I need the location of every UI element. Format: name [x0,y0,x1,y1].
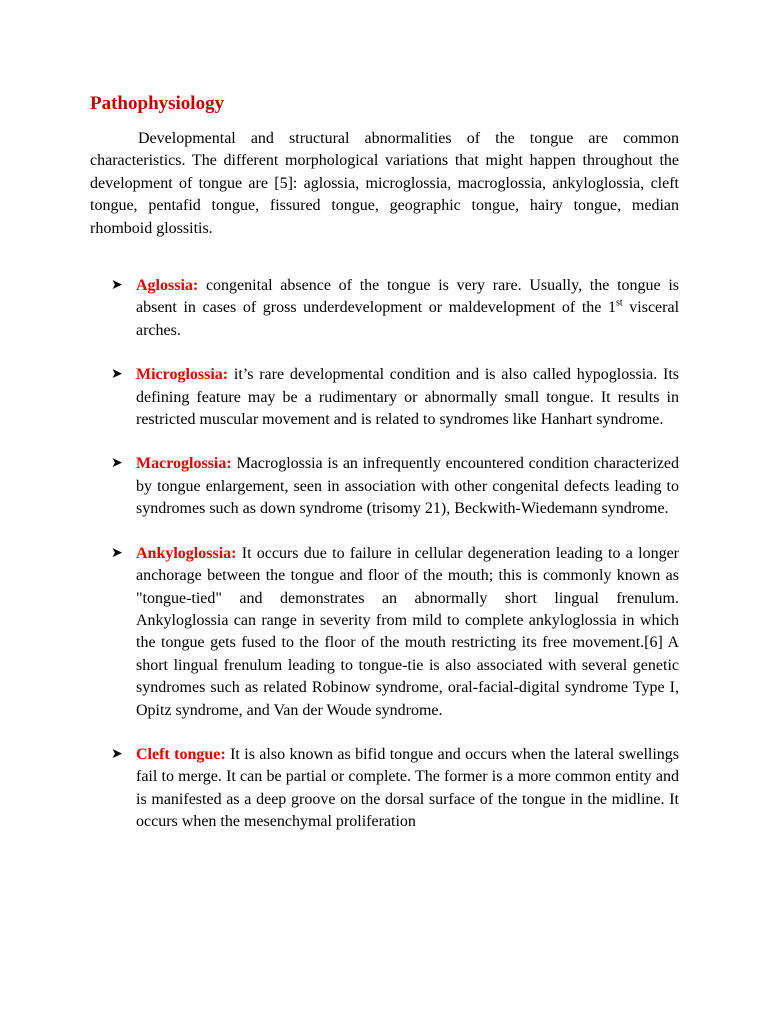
term-label: Ankyloglossia: [136,544,237,562]
arrowhead-icon: ➤ [111,746,123,762]
item-text-continued: visceral arches. [136,299,680,339]
bullet-list [90,275,679,834]
item-text: congenital absence of the tongue is very rare. Usually, the tongue is absent in cases of gross underdevelopment or maldevelopment of the 1 [136,277,680,317]
arrowhead-icon: ➤ [111,456,123,472]
list-item-aglossia [90,275,679,342]
list-item-ankyloglossia [90,543,679,722]
arrowhead-icon: ➤ [111,367,123,383]
list-item-macroglossia [90,453,679,520]
item-text: Macroglossia is an infrequently encountered condition characterized by tongue enlargement, seen in association with other congenital defects leading to syndromes such as down syndrome (trisomy 21), Beckwith-Wiedemann syndrome. [136,455,680,518]
term-label: Microglossia: [136,366,229,384]
item-text: it’s rare developmental condition and is also called hypoglossia. Its defining feature may be a rudimentary or abnormally small tongue. It results in restricted muscular movement and is related to syndromes like Hanhart syndrome. [136,366,680,429]
list-item-cleft-tongue [90,744,679,834]
term-label: Aglossia: [136,277,199,295]
item-text: It occurs due to failure in cellular degeneration leading to a longer anchorage between the tongue and floor of the mouth; this is commonly known as "tongue-tied" and demonstrates an abnormally short lingual frenulum. Ankyloglossia can range in severity from mild to complete ankyloglossia in which the tongue gets fused to the floor of the mouth restricting its free movement.[6] A short lingual frenulum leading to tongue-tie is also associated with several genetic syndromes such as related Robinow syndrome, oral-facial-digital syndrome Type I, Opitz syndrome, and Van der Woude syndrome. [136,544,679,719]
list-item-microglossia [90,364,679,431]
superscript: st [616,298,623,310]
item-text: It is also known as bifid tongue and occurs when the lateral swellings fail to merge. It can be partial or complete. The former is a more common entity and is manifested as a deep groove on the dorsal surface of the tongue in the midline. It occurs when the mesenchymal proliferation [136,745,680,831]
section-heading: Pathophysiology [90,93,225,114]
term-label: Macroglossia: [136,455,232,473]
term-label: Cleft tongue: [136,745,226,763]
arrowhead-icon: ➤ [111,278,123,294]
intro-paragraph: Developmental and structural abnormalities of the tongue are common characteristics. The different morphological variations that might happen throughout the development of tongue are [5]: aglossia, microglossia, macroglossia, ankyloglossia, cleft tongue, pentafid tongue, fissured tongue, geographic tongue, hairy tongue, median rhomboid glossitis. [90,130,679,237]
arrowhead-icon: ➤ [111,545,123,561]
